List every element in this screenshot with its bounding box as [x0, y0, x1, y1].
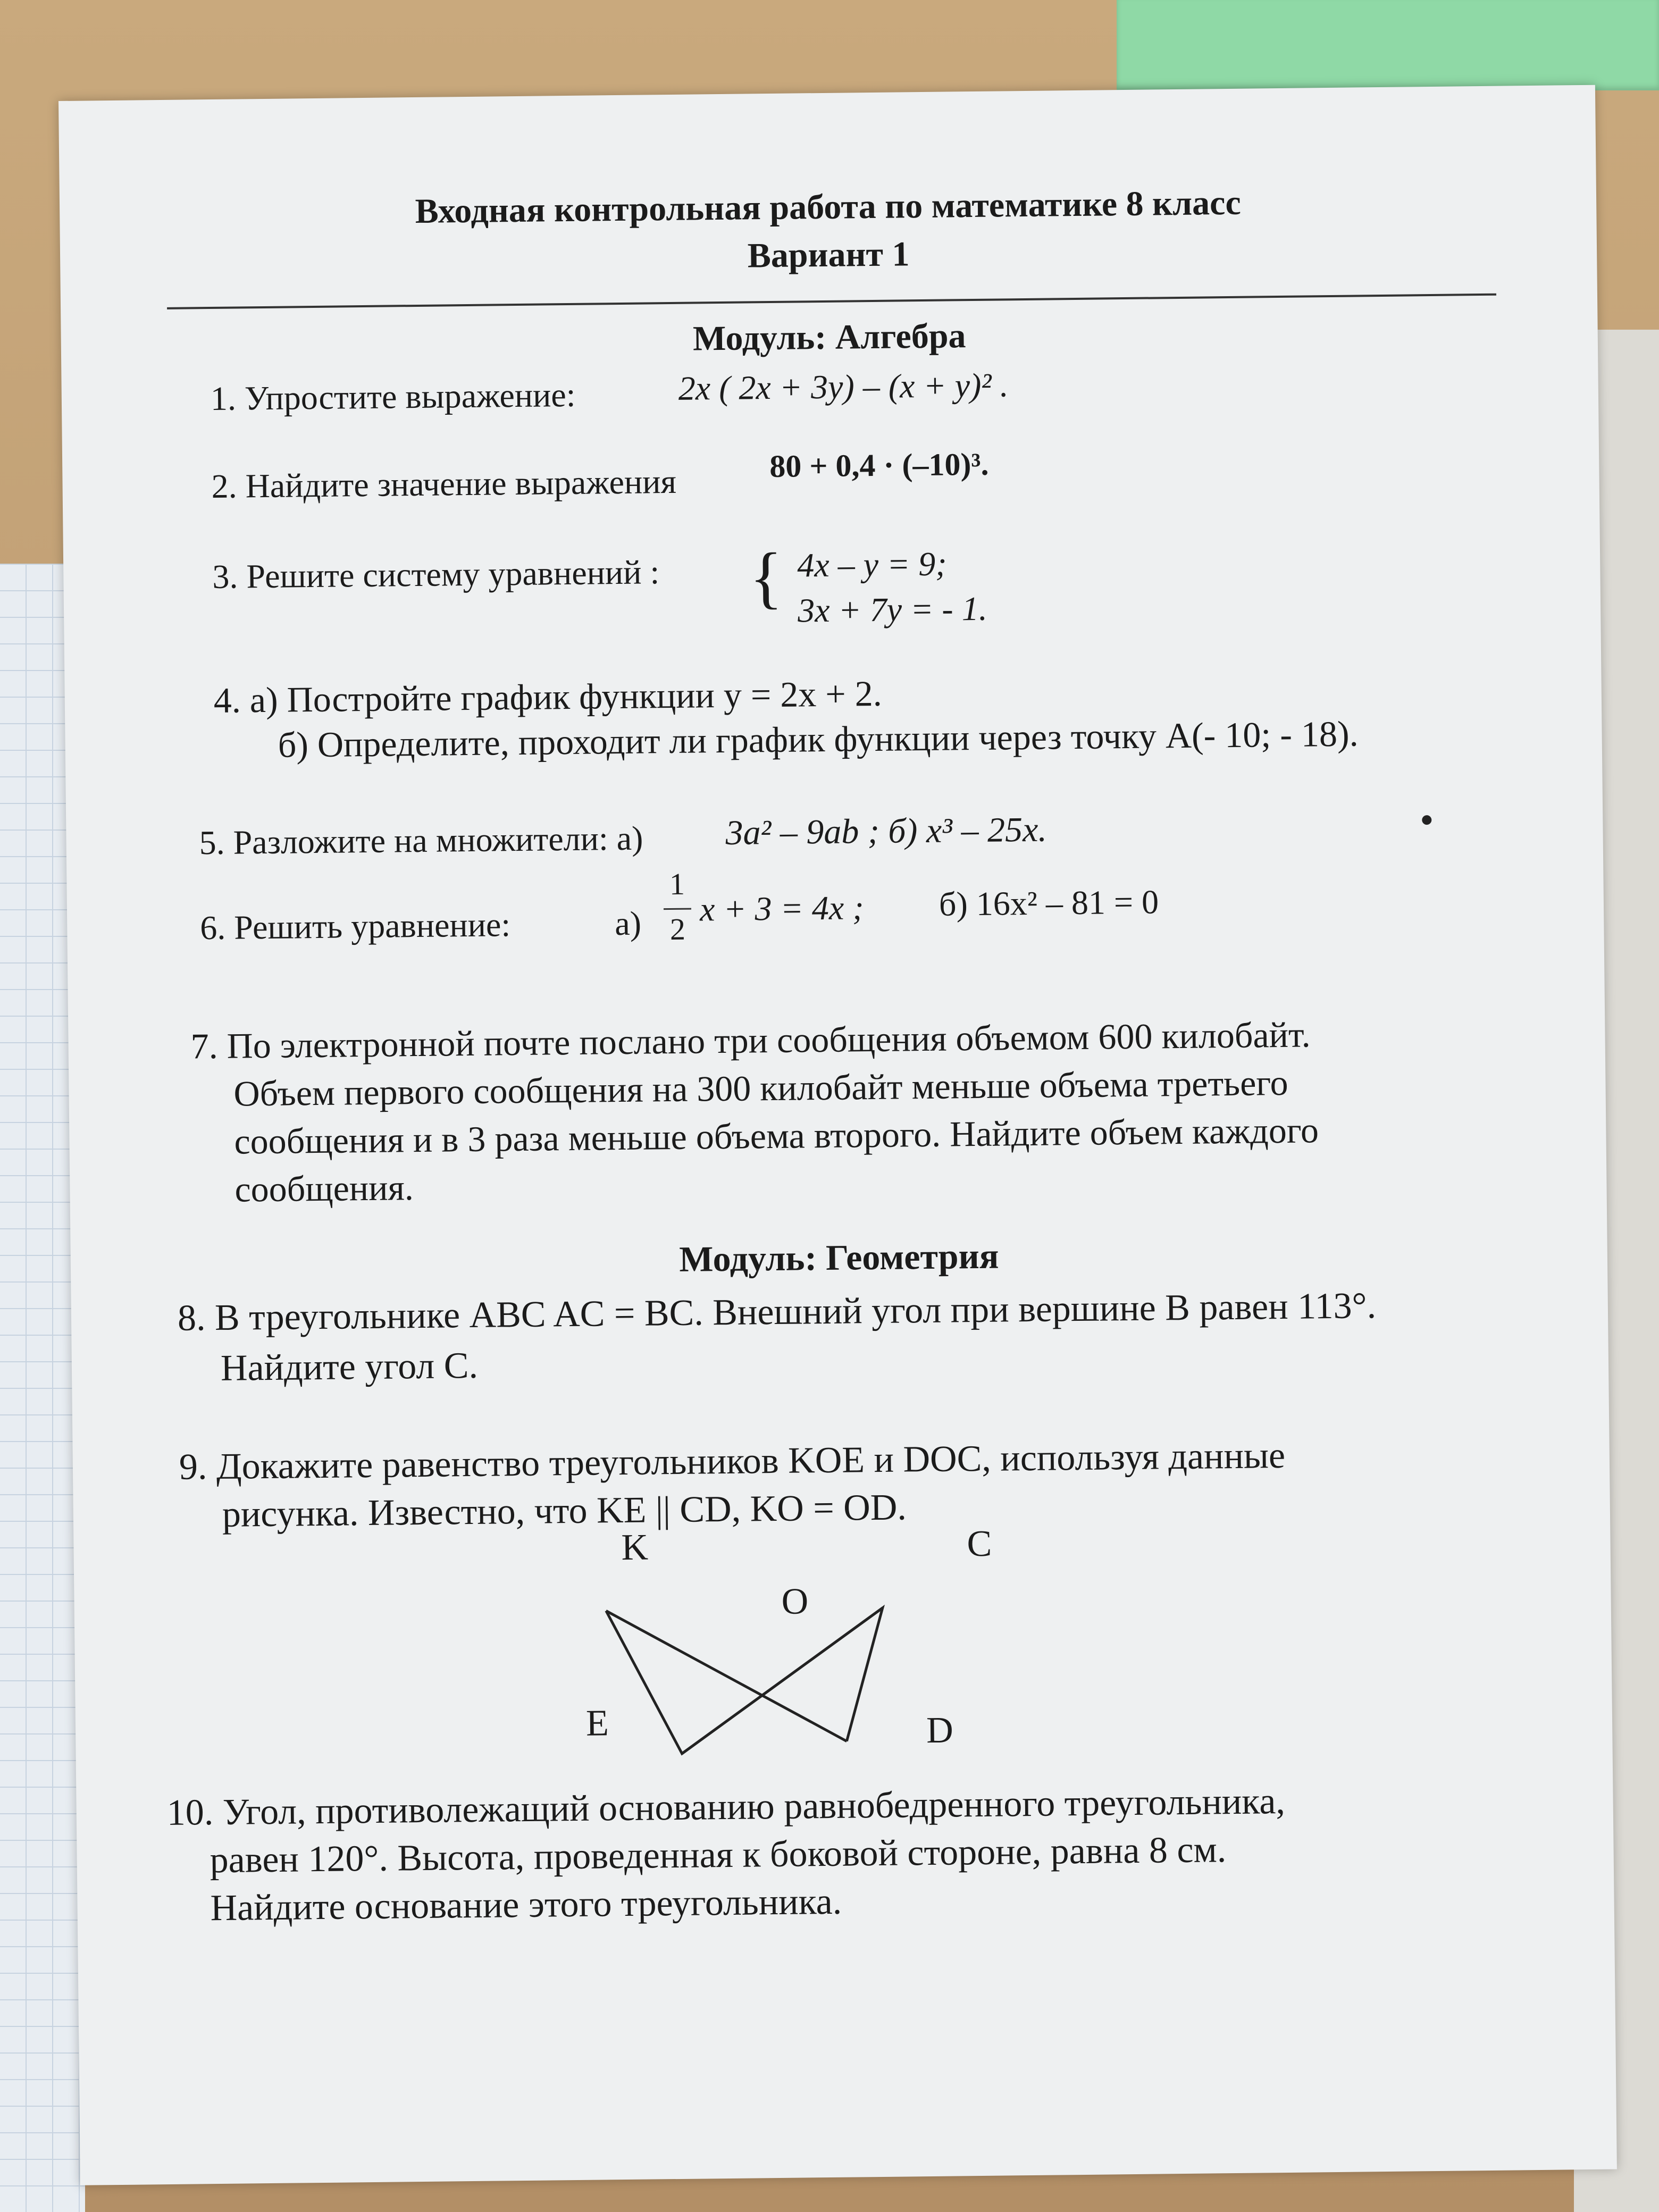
- task-8-line-1: 8. В треугольнике ABC AC = BC. Внешний угол при вершине B равен 113°.: [177, 1285, 1377, 1339]
- label-D: D: [926, 1710, 954, 1752]
- test-sheet: [58, 85, 1617, 2185]
- figure-lines: [606, 1608, 884, 1754]
- task-2-label: 2. Найдите значение выражения: [211, 462, 677, 506]
- label-O: O: [781, 1581, 809, 1622]
- algebra-heading: Модуль: Алгебра: [692, 316, 966, 358]
- task-7-line-1: 7. По электронной почте послано три сообщения объемом 600 килобайт.: [190, 1014, 1311, 1067]
- system-brace: {: [749, 539, 783, 616]
- task-6-label: 6. Решить уравнение:: [199, 906, 511, 947]
- task-6a-expression: x + 3 = 4x ;: [699, 889, 864, 928]
- task-3-equation-2: 3x + 7y = - 1.: [797, 589, 987, 630]
- task-3-equation-1: 4x – y = 9;: [797, 544, 947, 584]
- task-9-line-2: рисунка. Известно, что KE || CD, KO = OD.: [222, 1487, 907, 1535]
- task-6a-label: а): [614, 904, 642, 943]
- title-divider: [167, 294, 1496, 309]
- task-1-expression: 2x ( 2x + 3y) – (x + y)² .: [678, 366, 1009, 407]
- task-4a: 4. а) Постройте график функции y = 2x + 2.: [213, 673, 883, 721]
- green-book: [1117, 0, 1659, 90]
- task-7-line-2: Объем первого сообщения на 300 килобайт меньше объема третьего: [233, 1062, 1288, 1114]
- fraction-numerator: 1: [669, 866, 685, 902]
- ink-dot: [1422, 815, 1431, 825]
- task-5-expression: 3a² – 9ab ; б) x³ – 25x.: [725, 810, 1048, 852]
- task-2-expression: 80 + 0,4 · (–10)³.: [769, 446, 989, 484]
- task-3-label: 3. Решите систему уравнений :: [212, 553, 660, 596]
- task-1-label: 1. Упростите выражение:: [210, 375, 576, 418]
- label-K: K: [621, 1527, 649, 1569]
- variant-label: Вариант 1: [747, 234, 910, 275]
- task-10-line-2: равен 120°. Высота, проведенная к боковой стороне, равна 8 см.: [210, 1829, 1227, 1881]
- label-E: E: [585, 1703, 609, 1744]
- task-5-label: 5. Разложите на множители: а): [199, 819, 643, 862]
- geometry-heading: Модуль: Геометрия: [678, 1235, 999, 1279]
- line-EC: [681, 1608, 884, 1754]
- label-C: C: [967, 1523, 992, 1565]
- task-10-line-3: Найдите основание этого треугольника.: [210, 1881, 842, 1929]
- task-10-line-1: 10. Угол, противолежащий основанию равнобедренного треугольника,: [166, 1781, 1286, 1834]
- task-7-line-3: сообщения и в 3 раза меньше объема второго. Найдите объем каждого: [234, 1110, 1319, 1162]
- task-8-line-2: Найдите угол C.: [220, 1345, 479, 1389]
- task-9-line-1: 9. Докажите равенство треугольников KOE и DOC, используя данные: [179, 1435, 1286, 1488]
- fraction-denominator: 2: [669, 911, 686, 947]
- page-title: Входная контрольная работа по математике 8 класс: [415, 183, 1242, 231]
- task-7-line-4: сообщения.: [234, 1167, 414, 1210]
- task-4b: б) Определите, проходит ли график функции через точку A(- 10; - 18).: [278, 713, 1359, 765]
- fraction-bar: [664, 908, 691, 910]
- task-6b-expression: б) 16x² – 81 = 0: [939, 883, 1159, 923]
